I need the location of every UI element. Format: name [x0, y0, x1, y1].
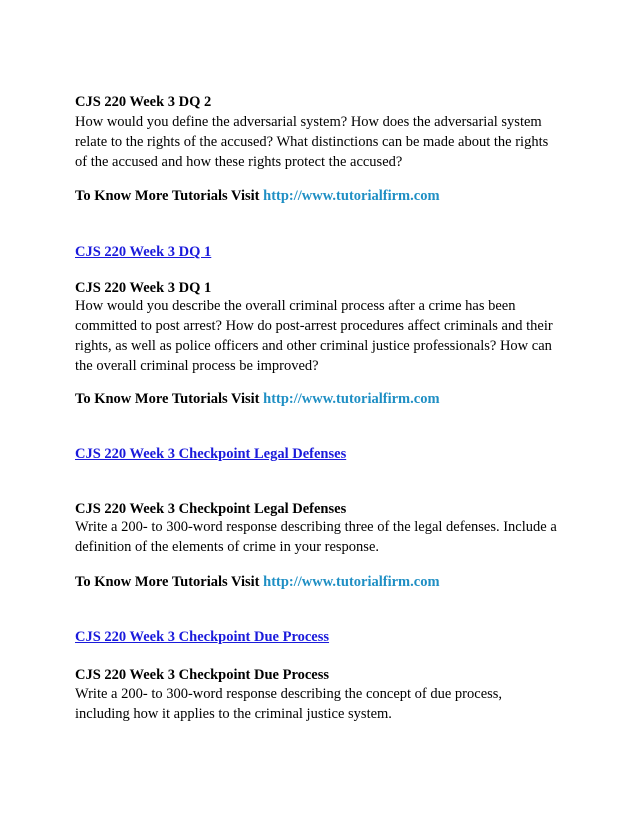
section-link-due-process[interactable]: CJS 220 Week 3 Checkpoint Due Process [75, 629, 330, 645]
more-tutorials-label: To Know More Tutorials Visit [75, 574, 264, 590]
more-tutorials-label: To Know More Tutorials Visit [75, 391, 264, 407]
section-link-dq1[interactable]: CJS 220 Week 3 DQ 1 [75, 244, 212, 260]
section-link-legal-defenses[interactable]: CJS 220 Week 3 Checkpoint Legal Defenses [75, 446, 347, 462]
tutorial-link[interactable]: http://www.tutorialfirm.com [263, 391, 440, 407]
section-title: CJS 220 Week 3 DQ 2 [75, 94, 212, 110]
more-tutorials-line [75, 572, 575, 592]
more-tutorials-label: To Know More Tutorials Visit [75, 188, 264, 204]
section-title: CJS 220 Week 3 Checkpoint Legal Defenses [75, 501, 347, 517]
tutorial-link[interactable]: http://www.tutorialfirm.com [263, 188, 440, 204]
section-body: How would you define the adversarial system? How does the adversarial system relate to the rights of the accused? What distinctions can be made about the rights of the accused and how these rights protect the accused? [75, 114, 549, 170]
section-body: Write a 200- to 300-word response describing the concept of due process, including how it applies to the criminal justice system. [75, 686, 503, 722]
more-tutorials-line [75, 186, 575, 206]
section-title: CJS 220 Week 3 DQ 1 [75, 280, 212, 296]
tutorial-link[interactable]: http://www.tutorialfirm.com [263, 574, 440, 590]
section-body: How would you describe the overall criminal process after a crime has been committed to post arrest? How do post-arrest procedures affect criminals and their rights, as well as police officers and other criminal justice professionals? How can the overall criminal process be improved? [75, 298, 553, 374]
more-tutorials-line [75, 389, 575, 409]
section-body: Write a 200- to 300-word response describing three of the legal defenses. Include a definition of the elements of crime in your response. [75, 519, 557, 555]
section-title: CJS 220 Week 3 Checkpoint Due Process [75, 667, 330, 683]
